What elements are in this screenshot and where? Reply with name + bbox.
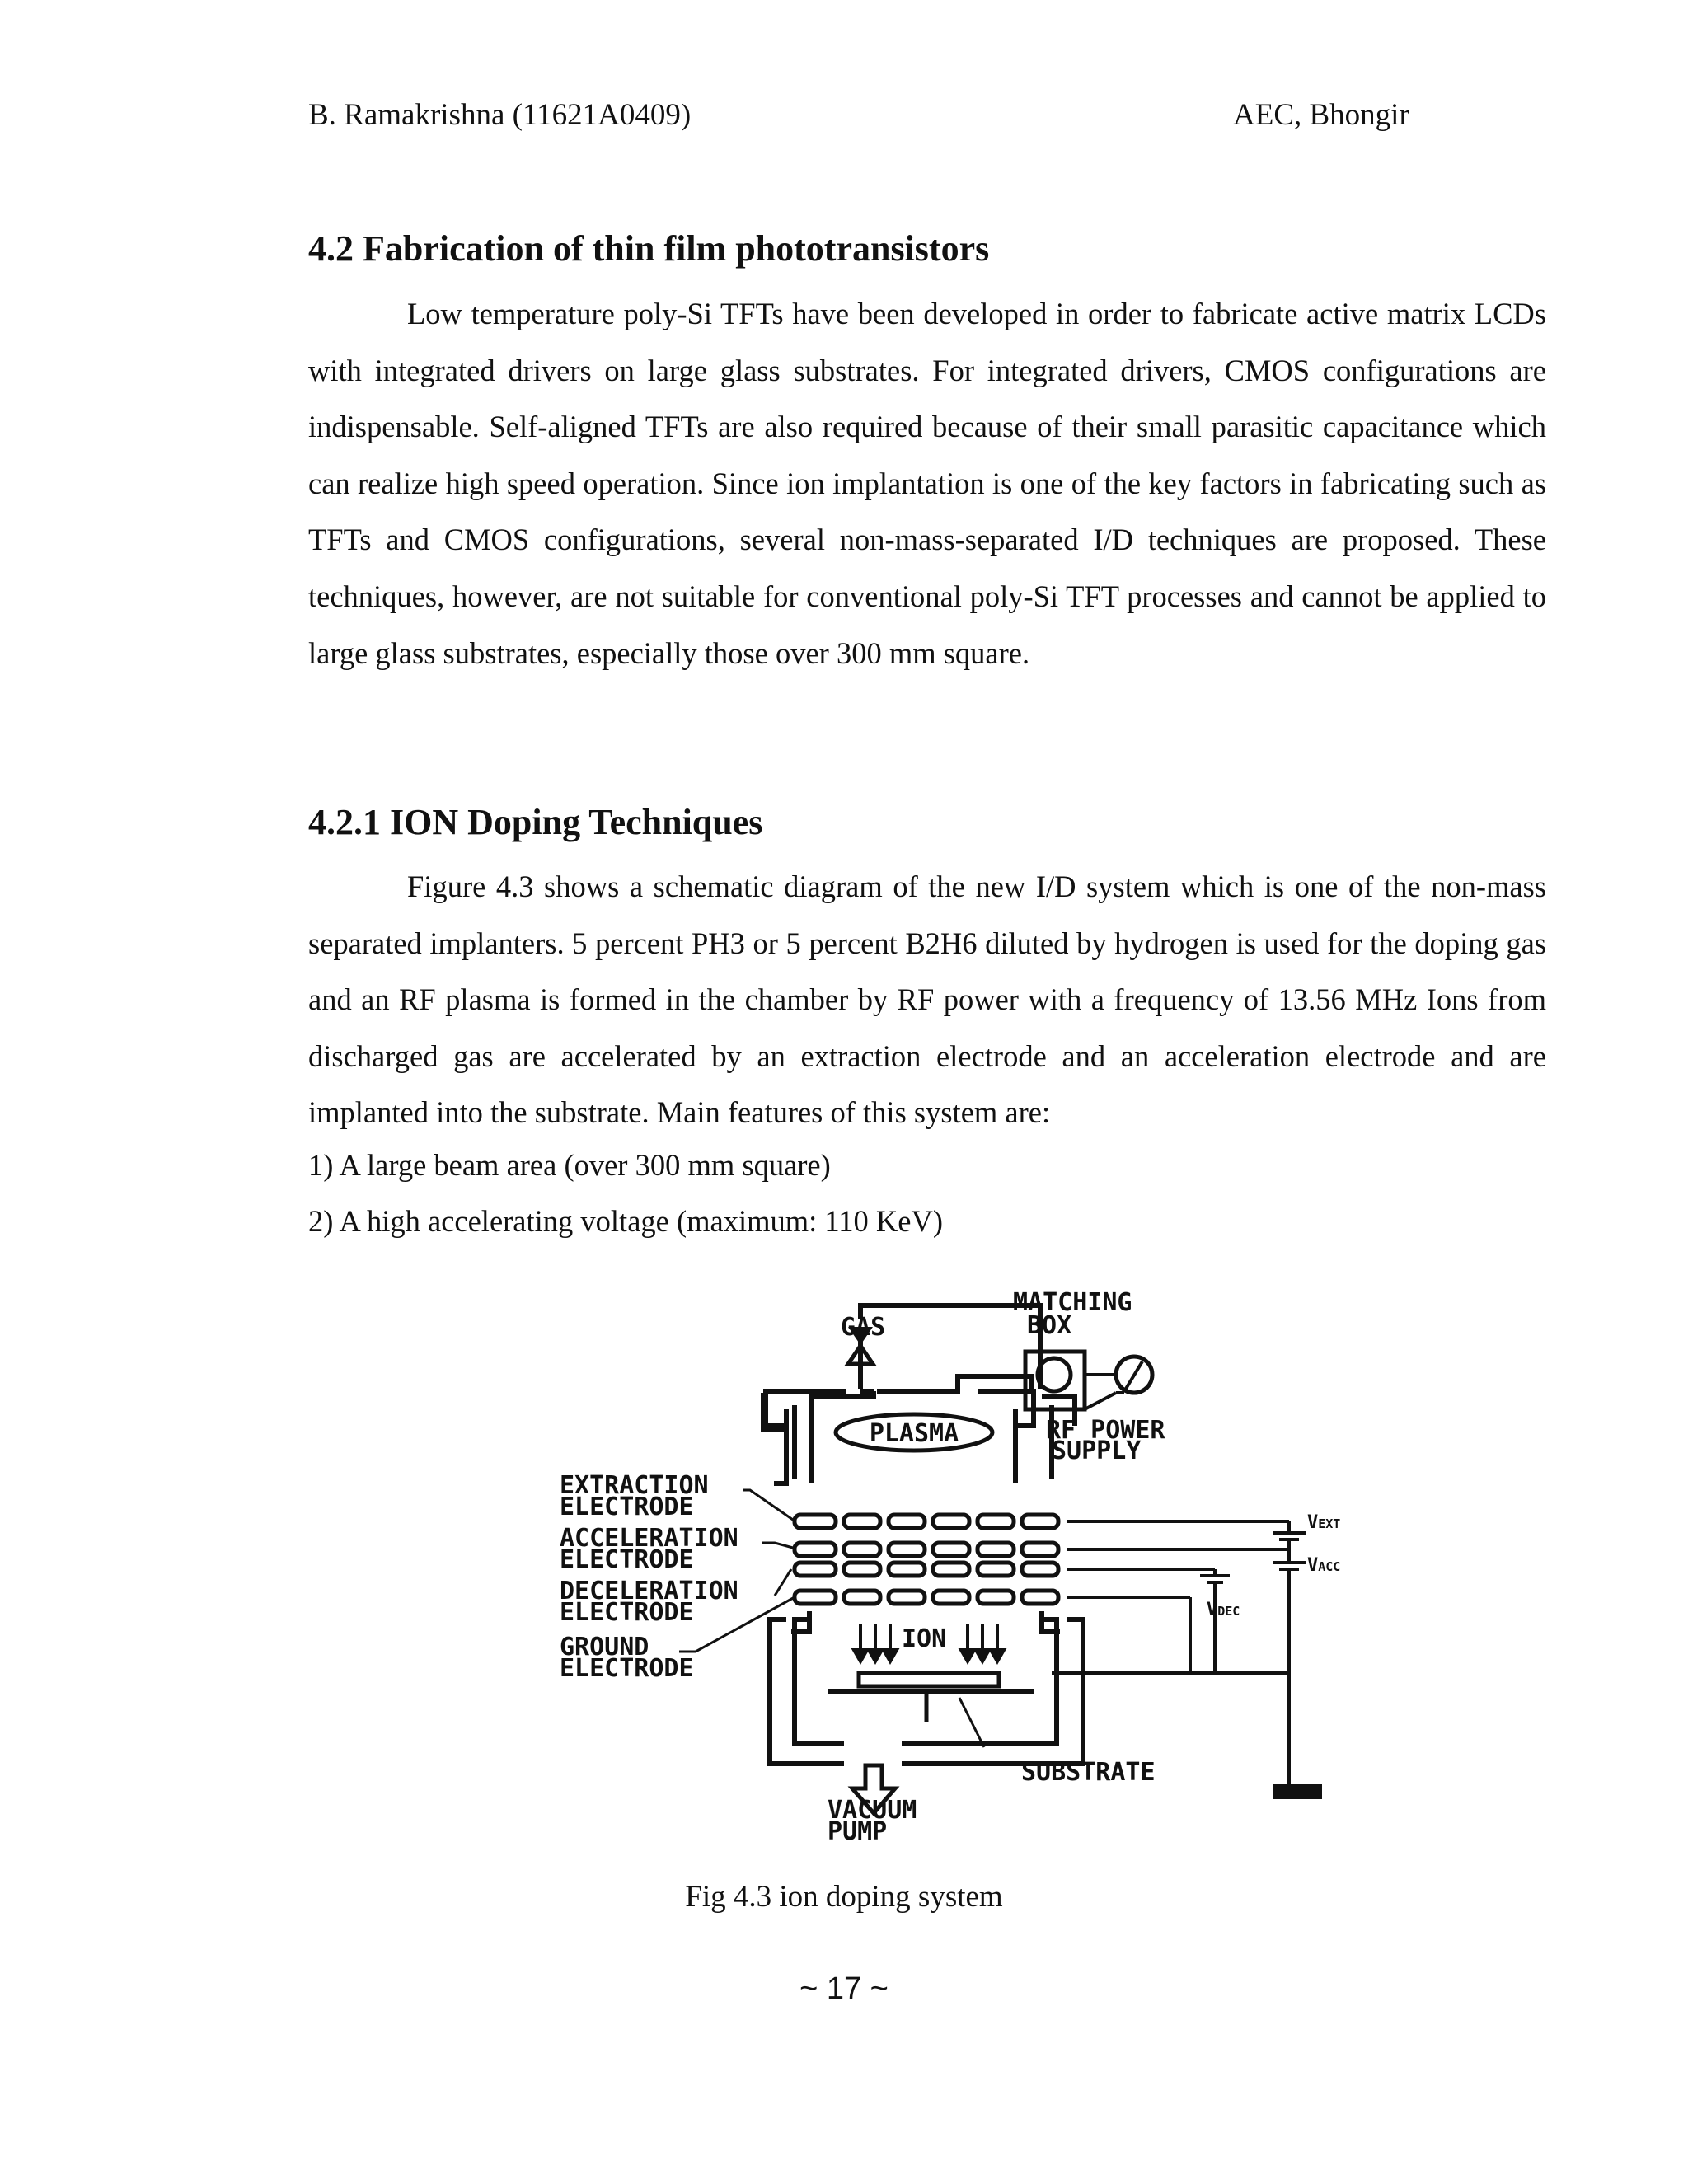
ion-label: ION: [902, 1624, 947, 1653]
v-acc-label: VACC: [1307, 1555, 1341, 1576]
substrate-label: SUBSTRATE: [1021, 1758, 1156, 1787]
deceleration-electrode-label-2: ELECTRODE: [560, 1598, 694, 1627]
vacuum-pump-label-1: VACUUM: [828, 1796, 917, 1825]
v-ext-label: VEXT: [1307, 1512, 1341, 1533]
matching-box-label-1: MATCHING: [1013, 1288, 1132, 1317]
header-author: B. Ramakrishna (11621A0409): [308, 98, 692, 132]
acceleration-electrode-label-1: ACCELERATION: [560, 1524, 738, 1553]
ground-electrode-label-2: ELECTRODE: [560, 1654, 694, 1683]
extraction-electrode-row: [795, 1515, 1058, 1528]
vacuum-pump-label-2: PUMP: [828, 1817, 888, 1846]
substrate-stage: [828, 1673, 1034, 1722]
bias-circuit: [1052, 1521, 1306, 1788]
feature-list-item: 2) A high accelerating voltage (maximum: 110 KeV): [308, 1204, 943, 1238]
header-institution: AEC, Bhongir: [1233, 98, 1409, 132]
deceleration-electrode-row: [795, 1563, 1058, 1576]
section-heading-ion-doping: 4.2.1 ION Doping Techniques: [308, 802, 763, 842]
electrode-grids: [795, 1515, 1058, 1604]
diagram-svg: [547, 1286, 1396, 1846]
plasma-label: PLASMA: [869, 1419, 959, 1448]
extraction-electrode-label-1: EXTRACTION: [560, 1471, 709, 1500]
figure-caption: Fig 4.3 ion doping system: [685, 1880, 1003, 1914]
ground-electrode-label-1: GROUND: [560, 1633, 649, 1661]
acceleration-electrode-label-2: ELECTRODE: [560, 1545, 694, 1574]
gas-label: GAS: [841, 1313, 886, 1342]
v-dec-label: VDEC: [1207, 1600, 1240, 1620]
paragraph-fabrication: Low temperature poly-Si TFTs have been developed in order to fabricate active matrix LCDs with integrated drivers on large glass substrates. For integrated drivers, CMOS configurations are indispensable. Self-aligned TFTs are also required because of their small parasitic capacitance which can realize high speed operation. Since ion implantation is one of the key factors in fabricating such as TFTs and CMOS configurations, several non-mass-separated I/D techniques are proposed. These techniques, however, are not suitable for conventional poly-Si TFT processes and cannot be applied to large glass substrates, especially those over 300 mm square.: [308, 297, 1546, 670]
section-heading-fabrication: 4.2 Fabrication of thin film phototransistors: [308, 228, 990, 269]
rf-power-label-1: RF POWER: [1046, 1416, 1165, 1445]
paragraph-ion-doping: Figure 4.3 shows a schematic diagram of the new I/D system which is one of the non-mass separated implanters. 5 percent PH3 or 5 percent B2H6 diluted by hydrogen is used for the doping gas and an RF plasma is formed in the chamber by RF power with a frequency of 13.56 MHz Ions from discharged gas are accelerated by an extraction electrode and an acceleration electrode and are implanted into the substrate. Main features of this system are:: [308, 869, 1546, 1130]
page-number: ~ 17 ~: [799, 1971, 889, 2006]
rf-power-label-2: SUPPLY: [1052, 1436, 1142, 1465]
ion-doping-diagram: [547, 1286, 1396, 1846]
leader-lines: [679, 1490, 795, 1652]
extraction-electrode-label-2: ELECTRODE: [560, 1493, 694, 1521]
acceleration-electrode-row: [795, 1543, 1058, 1556]
ground-electrode-row: [795, 1591, 1058, 1604]
feature-list-item: 1) A large beam area (over 300 mm square): [308, 1148, 831, 1182]
deceleration-electrode-label-1: DECELERATION: [560, 1577, 738, 1605]
matching-box-label-2: BOX: [1027, 1311, 1072, 1340]
ground-symbol-icon: [1273, 1784, 1322, 1799]
